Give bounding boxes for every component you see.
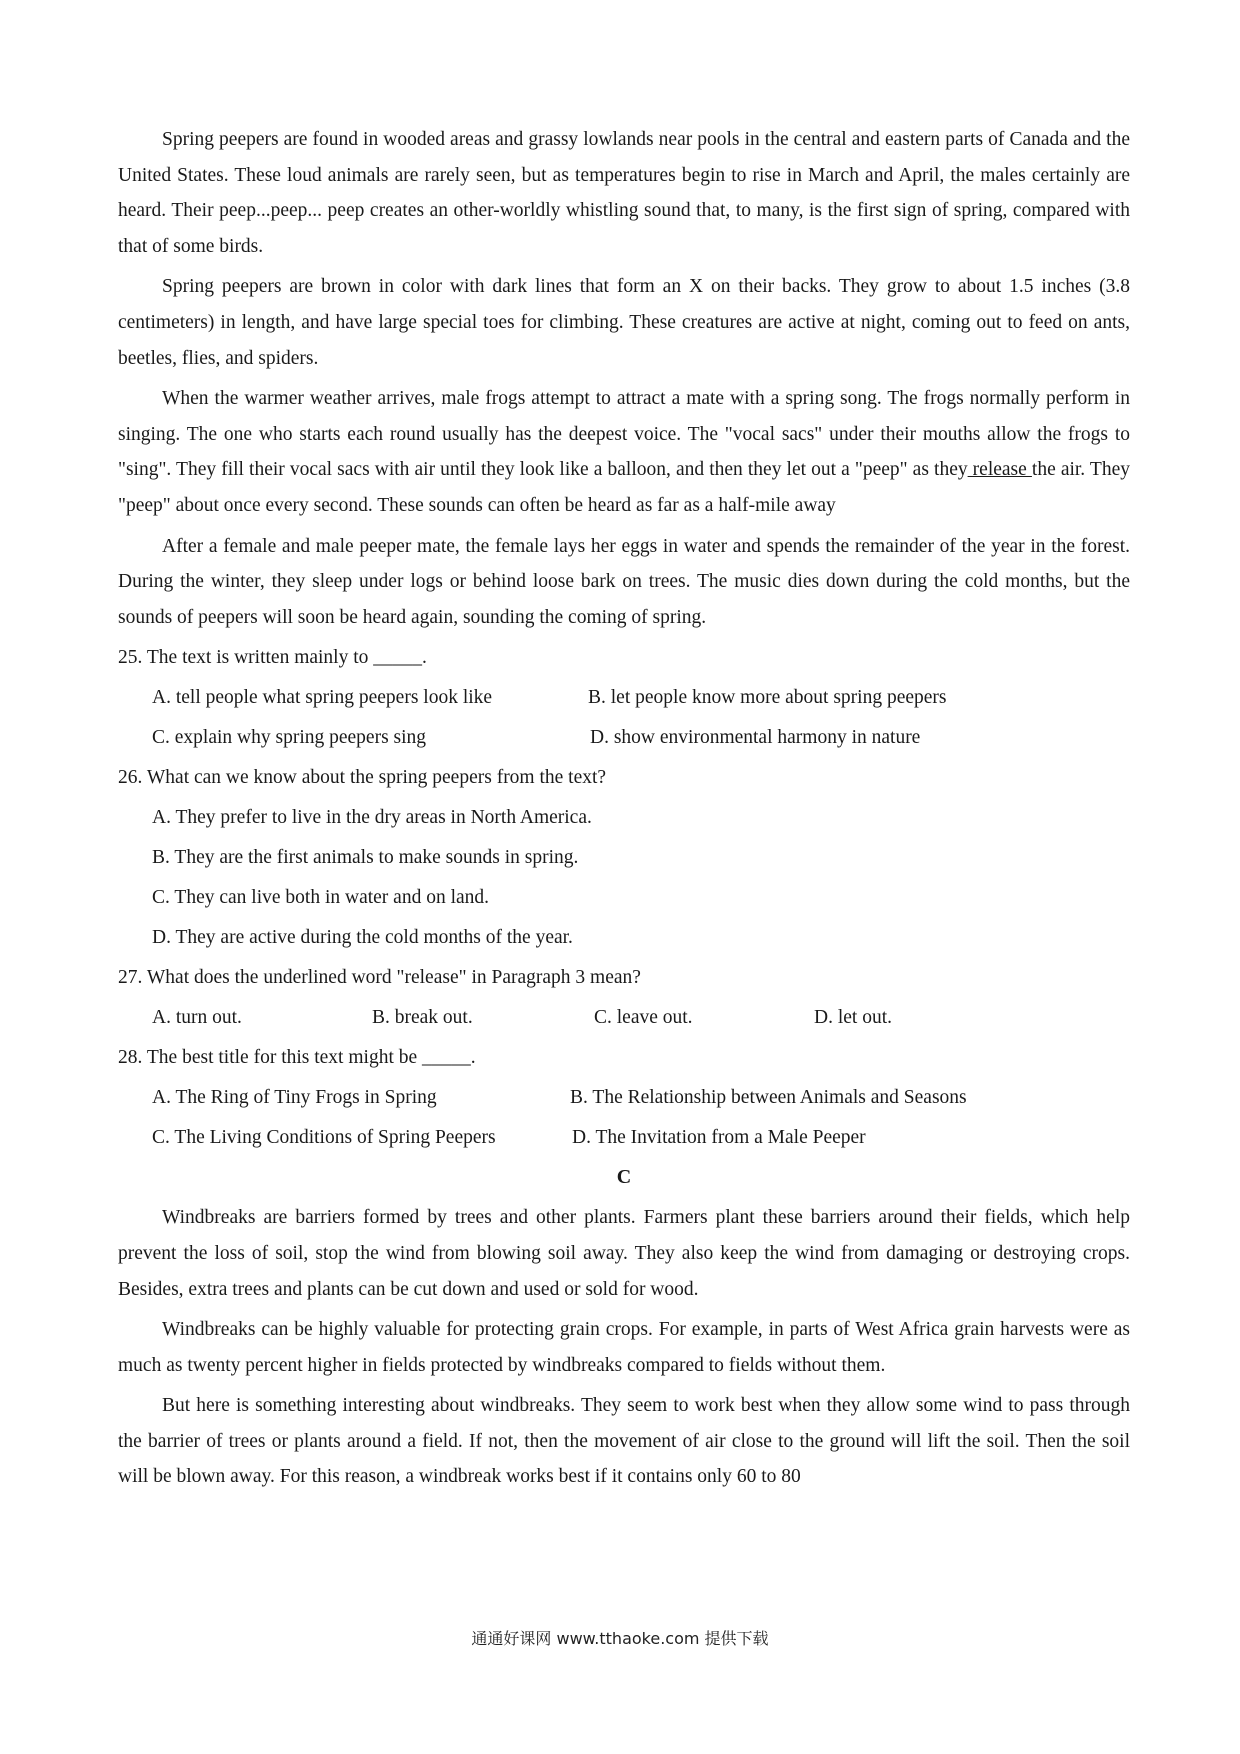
question-26-stem: 26. What can we know about the spring peepers from the text? [118, 767, 607, 789]
q28-option-b: B. The Relationship between Animals and Seasons [570, 1087, 967, 1109]
question-28-stem: 28. The best title for this text might be _____. [118, 1047, 476, 1069]
q27-option-d: D. let out. [814, 1007, 892, 1029]
q28-option-d: D. The Invitation from a Male Peeper [572, 1127, 866, 1149]
question-25-options-row-1 [118, 680, 1130, 720]
q26-option-c: C. They can live both in water and on land. [152, 887, 490, 909]
q28-option-a: A. The Ring of Tiny Frogs in Spring [152, 1087, 437, 1109]
passage-c-paragraph-2: Windbreaks can be highly valuable for protecting grain crops. For example, in parts of West Africa grain harvests were as much as twenty percent higher in fields protected by windbreaks compared to fields without them. [118, 1319, 1130, 1376]
q27-option-a: A. turn out. [152, 1007, 242, 1029]
q26-option-d: D. They are active during the cold months of the year. [152, 927, 573, 949]
q27-option-b: B. break out. [372, 1007, 473, 1029]
para3-before: When the warmer weather arrives, male frogs attempt to attract a mate with a spring song. The frogs normally perform in singing. The one who starts each round usually has the deepest voice. The "vocal sacs" under their mouths allow the frogs to "sing". They fill their vocal sacs with air until they look like a balloon, and then they let out a "peep" as they [118, 388, 1130, 481]
question-25-options-row-2 [118, 720, 1130, 760]
passage-c-paragraph-3: But here is something interesting about windbreaks. They seem to work best when they allow some wind to pass through the barrier of trees or plants around a field. If not, then the movement of air close to the ground will lift the soil. Then the soil will be blown away. For this reason, a windbreak works best if it contains only 60 to 80 [118, 1395, 1130, 1488]
passage-c-paragraph-1: Windbreaks are barriers formed by trees and other plants. Farmers plant these barriers around their fields, which help prevent the loss of soil, stop the wind from blowing soil away. They also keep the wind from damaging or destroying crops. Besides, extra trees and plants can be cut down and used or sold for wood. [118, 1207, 1130, 1300]
q26-option-b: B. They are the first animals to make sounds in spring. [152, 847, 579, 869]
question-25-stem: 25. The text is written mainly to _____. [118, 647, 427, 669]
question-27-stem: 27. What does the underlined word "release" in Paragraph 3 mean? [118, 967, 641, 989]
q28-option-c: C. The Living Conditions of Spring Peepers [152, 1127, 496, 1149]
q27-option-c: C. leave out. [594, 1007, 693, 1029]
passage-b-paragraph-4: After a female and male peeper mate, the female lays her eggs in water and spends the remainder of the year in the forest. During the winter, they sleep under logs or behind loose bark on trees. The music dies down during the cold months, but the sounds of peepers will soon be heard again, sounding the coming of spring. [118, 535, 1130, 628]
question-27-options-row [118, 1000, 1130, 1040]
section-heading-c: C [616, 1166, 632, 1189]
question-28-options-row-2 [118, 1120, 1130, 1160]
q26-option-a: A. They prefer to live in the dry areas in North America. [152, 807, 592, 829]
q25-option-b: B. let people know more about spring peepers [588, 687, 947, 709]
passage-b-paragraph-3 [118, 381, 1130, 523]
underlined-word-release: release [967, 459, 1032, 481]
page-footer: 通通好课网 www.tthaoke.com 提供下载 [471, 1629, 769, 1648]
para3-after: the air. They "peep" about once every second. These sounds can often be heard as far as a half-mile away [118, 459, 1130, 516]
question-28-options-row-1 [118, 1080, 1130, 1120]
q25-option-a: A. tell people what spring peepers look like [152, 687, 493, 709]
q25-option-d: D. show environmental harmony in nature [590, 727, 921, 749]
q25-option-c: C. explain why spring peepers sing [152, 727, 427, 749]
passage-b-paragraph-1: Spring peepers are found in wooded areas and grassy lowlands near pools in the central and eastern parts of Canada and the United States. These loud animals are rarely seen, but as temperatures begin to rise in March and April, the males certainly are heard. Their peep...peep... peep creates an other-worldly whistling sound that, to many, is the first sign of spring, compared with that of some birds. [118, 129, 1130, 257]
passage-b-paragraph-2: Spring peepers are brown in color with dark lines that form an X on their backs. They grow to about 1.5 inches (3.8 centimeters) in length, and have large special toes for climbing. These creatures are active at night, coming out to feed on ants, beetles, flies, and spiders. [118, 276, 1130, 369]
document-page [118, 122, 1130, 1500]
